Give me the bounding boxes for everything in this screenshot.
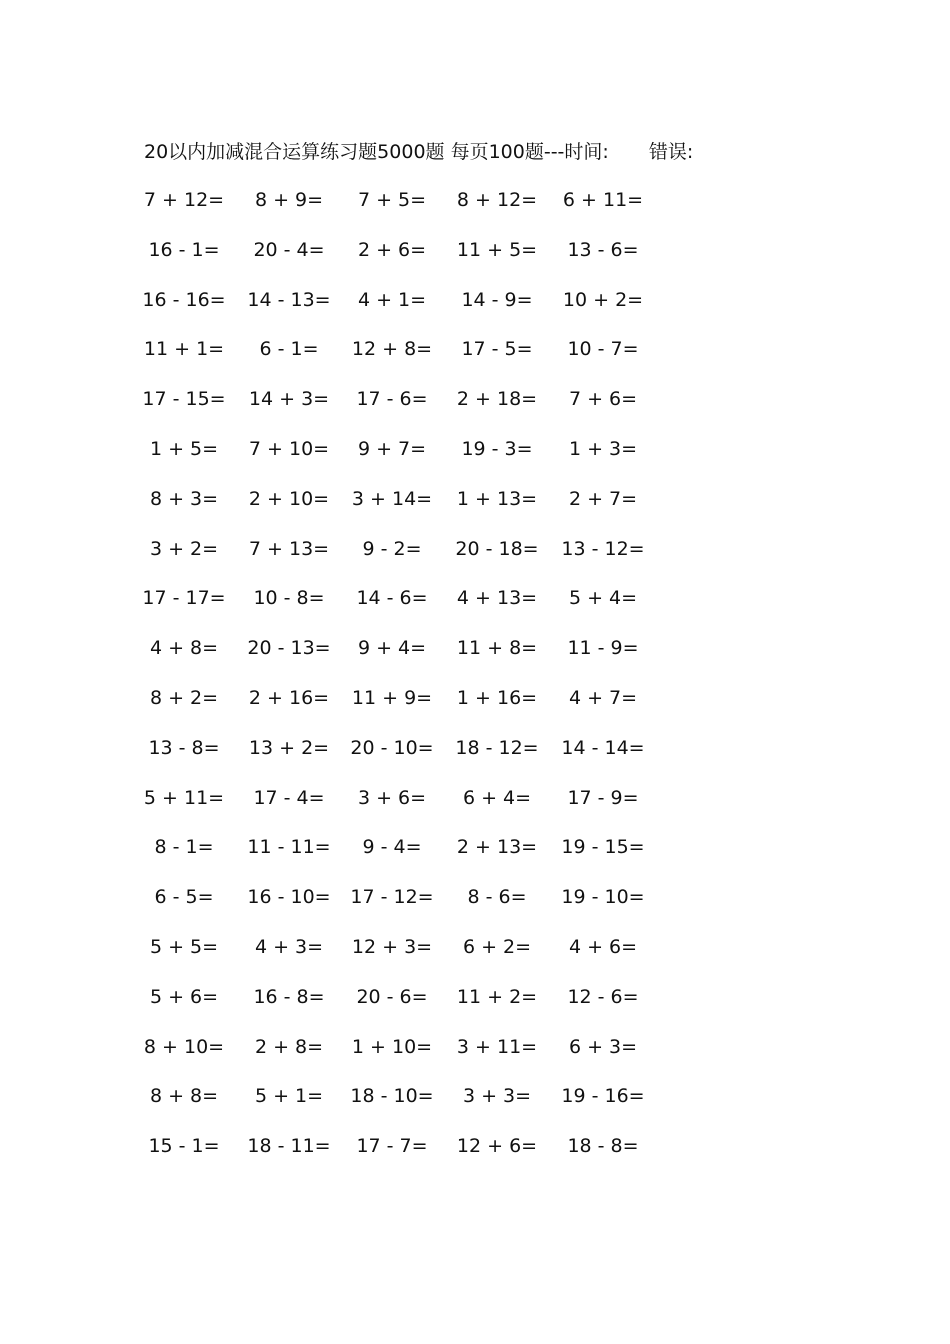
problem-item: 20 - 4=	[253, 238, 325, 261]
problem-item: 1 + 13=	[456, 487, 538, 510]
problem-row	[0, 733, 950, 763]
problem-item: 13 - 8=	[148, 736, 220, 759]
error-label: 错误:	[648, 141, 694, 163]
worksheet-title: 20以内加减混合运算练习题5000题 每页100题---	[144, 141, 565, 163]
problem-item: 2 + 13=	[456, 836, 538, 859]
problem-item: 6 + 4=	[462, 786, 532, 809]
problem-item: 2 + 10=	[248, 487, 330, 510]
problem-item: 7 + 5=	[357, 189, 427, 211]
problem-item: 14 - 9=	[461, 288, 533, 311]
problem-row	[0, 185, 950, 215]
problem-row	[0, 982, 950, 1012]
problem-row	[0, 534, 950, 564]
problem-row	[0, 434, 950, 464]
problem-item: 8 + 10=	[143, 1035, 225, 1058]
problem-row	[0, 882, 950, 912]
problem-item: 3 + 11=	[456, 1035, 538, 1058]
problem-item: 18 - 10=	[350, 1085, 434, 1108]
problem-item: 4 + 3=	[254, 936, 324, 958]
problem-item: 16 - 1=	[148, 238, 220, 261]
problem-item: 2 + 8=	[254, 1035, 324, 1058]
problem-item: 1 + 10=	[351, 1035, 433, 1058]
problem-item: 19 - 15=	[561, 836, 645, 859]
problem-item: 14 + 3=	[248, 388, 330, 411]
problem-item: 2 + 7=	[568, 487, 638, 510]
problem-row	[0, 1032, 950, 1062]
problem-item: 11 + 1=	[143, 338, 225, 361]
problem-item: 10 - 8=	[253, 587, 325, 610]
problem-item: 9 - 2=	[362, 537, 422, 560]
problem-row	[0, 783, 950, 813]
problem-item: 7 + 10=	[248, 438, 330, 460]
problem-item: 5 + 6=	[149, 985, 219, 1008]
problem-item: 3 + 6=	[357, 786, 427, 809]
problem-item: 8 - 6=	[467, 886, 527, 909]
problem-item: 11 + 8=	[456, 637, 538, 660]
problem-item: 3 + 2=	[149, 537, 219, 560]
time-label: 时间:	[564, 141, 609, 163]
problem-item: 12 - 6=	[567, 985, 639, 1008]
problem-item: 17 - 9=	[567, 786, 639, 809]
problem-row	[0, 1131, 950, 1161]
problem-item: 17 - 12=	[350, 886, 434, 909]
problem-item: 1 + 3=	[568, 438, 638, 460]
problem-row	[0, 484, 950, 514]
problem-row	[0, 235, 950, 265]
problem-item: 20 - 13=	[247, 637, 331, 660]
problem-item: 14 - 13=	[247, 288, 331, 311]
problem-row	[0, 1081, 950, 1111]
problem-row	[0, 832, 950, 862]
problem-item: 16 - 10=	[247, 886, 331, 909]
problem-item: 18 - 8=	[567, 1135, 639, 1158]
problem-item: 17 - 7=	[356, 1135, 428, 1158]
problem-item: 1 + 5=	[149, 438, 219, 460]
problem-item: 10 + 2=	[562, 288, 644, 311]
problem-item: 6 - 1=	[259, 338, 319, 361]
problem-item: 17 - 4=	[253, 786, 325, 809]
problem-item: 8 + 2=	[149, 687, 219, 709]
problem-item: 5 + 11=	[143, 786, 225, 809]
problem-item: 8 + 9=	[254, 189, 324, 211]
problem-item: 5 + 5=	[149, 936, 219, 958]
problem-item: 6 + 11=	[562, 189, 644, 211]
problem-row	[0, 932, 950, 962]
problem-item: 14 - 6=	[356, 587, 428, 610]
problem-item: 4 + 6=	[568, 936, 638, 958]
problem-item: 11 - 11=	[247, 836, 331, 859]
problem-item: 11 + 9=	[351, 687, 433, 709]
problem-item: 16 - 8=	[253, 985, 325, 1008]
problem-item: 19 - 16=	[561, 1085, 645, 1108]
problem-item: 9 + 4=	[357, 637, 427, 660]
problem-item: 8 + 8=	[149, 1085, 219, 1108]
problem-item: 12 + 8=	[351, 338, 433, 361]
problem-row	[0, 683, 950, 713]
problem-item: 11 + 5=	[456, 238, 538, 261]
problem-item: 8 - 1=	[154, 836, 214, 859]
problem-item: 6 + 3=	[568, 1035, 638, 1058]
problem-row	[0, 384, 950, 414]
problem-item: 7 + 12=	[143, 189, 225, 211]
problem-item: 12 + 6=	[456, 1135, 538, 1158]
problem-item: 2 + 6=	[357, 238, 427, 261]
problem-item: 6 + 2=	[462, 936, 532, 958]
problem-item: 2 + 18=	[456, 388, 538, 411]
problem-item: 4 + 7=	[568, 687, 638, 709]
problem-item: 7 + 6=	[568, 388, 638, 411]
problem-item: 9 - 4=	[362, 836, 422, 859]
problem-item: 11 + 2=	[456, 985, 538, 1008]
problem-item: 8 + 3=	[149, 487, 219, 510]
problem-item: 17 - 6=	[356, 388, 428, 411]
problem-item: 5 + 1=	[254, 1085, 324, 1108]
problem-item: 13 - 12=	[561, 537, 645, 560]
problem-item: 1 + 16=	[456, 687, 538, 709]
problem-item: 20 - 6=	[356, 985, 428, 1008]
problem-item: 4 + 13=	[456, 587, 538, 610]
problem-item: 4 + 1=	[357, 288, 427, 311]
problem-item: 9 + 7=	[357, 438, 427, 460]
problem-item: 20 - 18=	[455, 537, 539, 560]
problem-item: 17 - 17=	[142, 587, 226, 610]
problem-item: 14 - 14=	[561, 736, 645, 759]
problem-item: 7 + 13=	[248, 537, 330, 560]
problem-row	[0, 285, 950, 315]
problem-item: 5 + 4=	[568, 587, 638, 610]
problem-item: 18 - 12=	[455, 736, 539, 759]
problem-row	[0, 334, 950, 364]
problem-item: 10 - 7=	[567, 338, 639, 361]
problem-item: 11 - 9=	[567, 637, 639, 660]
problem-item: 16 - 16=	[142, 288, 226, 311]
problem-item: 17 - 15=	[142, 388, 226, 411]
problem-item: 20 - 10=	[350, 736, 434, 759]
problem-item: 13 - 6=	[567, 238, 639, 261]
problem-item: 19 - 10=	[561, 886, 645, 909]
problem-item: 17 - 5=	[461, 338, 533, 361]
problem-item: 18 - 11=	[247, 1135, 331, 1158]
problem-row	[0, 583, 950, 613]
problem-item: 3 + 14=	[351, 487, 433, 510]
problem-item: 4 + 8=	[149, 637, 219, 660]
problem-item: 2 + 16=	[248, 687, 330, 709]
problem-item: 3 + 3=	[462, 1085, 532, 1108]
problem-item: 19 - 3=	[461, 438, 533, 460]
problem-item: 6 - 5=	[154, 886, 214, 909]
problem-item: 8 + 12=	[456, 189, 538, 211]
problem-row	[0, 633, 950, 663]
problem-item: 13 + 2=	[248, 736, 330, 759]
problem-item: 15 - 1=	[148, 1135, 220, 1158]
problem-item: 12 + 3=	[351, 936, 433, 958]
